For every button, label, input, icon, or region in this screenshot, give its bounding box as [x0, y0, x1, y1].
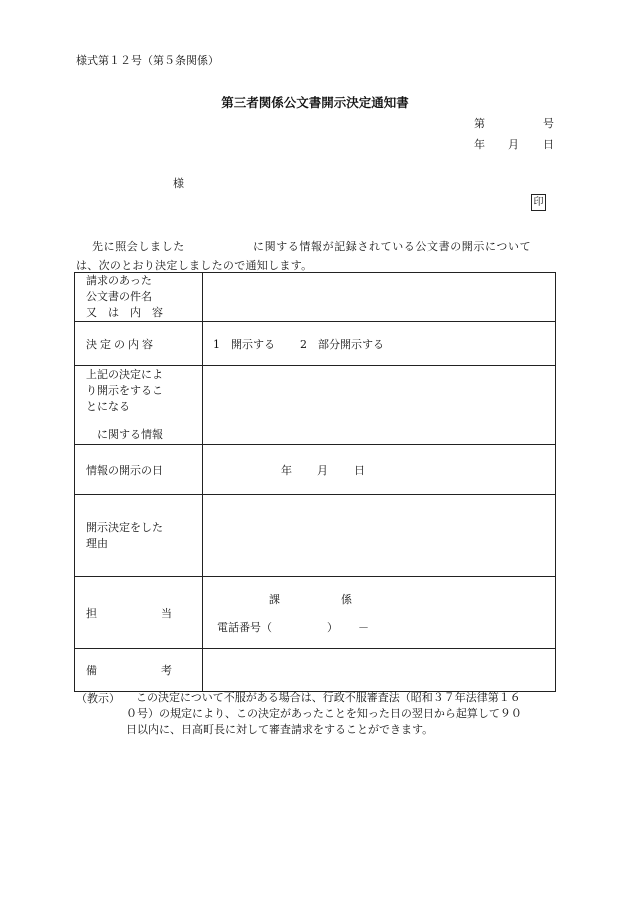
label-decision	[75, 322, 203, 366]
notice-line1: この決定について不服がある場合は、行政不服審査法（昭和３７年法律第１６	[136, 691, 521, 704]
form-number: 様式第１２号（第５条関係）	[76, 54, 219, 67]
label-request-doc-line3: 又 は 内 容	[86, 306, 163, 319]
row-info	[75, 366, 556, 445]
label-decision-text: 決定の内容	[86, 337, 156, 351]
seal-stamp: 印	[531, 194, 546, 211]
notice-body	[126, 690, 556, 738]
label-reason	[75, 495, 203, 577]
document-title: 第三者関係公文書開示決定通知書	[221, 95, 409, 110]
label-remarks-right: 考	[161, 664, 172, 677]
label-request-doc	[75, 273, 203, 322]
field-decision	[203, 322, 556, 366]
field-disclosure-date[interactable]	[203, 445, 556, 495]
row-contact	[75, 577, 556, 649]
disclosure-year-label: 年	[281, 463, 292, 477]
field-request-doc[interactable]	[203, 273, 556, 322]
date-month-label: 月	[508, 138, 519, 151]
phone-close-paren: ）	[327, 620, 338, 634]
notice-line3: 日以内に、日高町長に対して審査請求をすることができます。	[126, 723, 434, 736]
label-disclosure-date-text: 情報の開示の日	[86, 463, 163, 477]
body-text-line1-start: 先に照会しました	[92, 240, 185, 253]
phone-dash: －	[358, 620, 369, 634]
label-contact-left: 担	[86, 606, 97, 620]
field-info[interactable]	[203, 366, 556, 445]
doc-number-suffix: 号	[543, 117, 554, 130]
label-info-line2: り開示をするこ	[86, 384, 163, 397]
notice-line2: ０号）の規定により、この決定があったことを知った日の翌日から起算して９０	[126, 707, 522, 720]
field-contact[interactable]	[203, 577, 556, 649]
row-remarks	[75, 649, 556, 692]
body-text-line2: は、次のとおり決定しましたので通知します。	[76, 259, 313, 272]
label-request-doc-line1: 請求のあった	[86, 274, 152, 287]
label-info-line3: とになる	[86, 400, 130, 413]
date-day-label: 日	[543, 138, 554, 151]
row-reason	[75, 495, 556, 577]
label-reason-line1: 開示決定をした	[86, 521, 163, 534]
row-disclosure-date	[75, 445, 556, 495]
label-request-doc-line2: 公文書の件名	[86, 290, 152, 303]
date-year-label: 年	[474, 138, 485, 151]
row-decision	[75, 322, 556, 366]
label-reason-line2: 理由	[86, 537, 108, 550]
notice-heading: （教示）	[76, 692, 120, 705]
field-reason[interactable]	[203, 495, 556, 577]
phone-label: 電話番号（	[217, 620, 272, 634]
decision-option-disclose[interactable]: 1 開示する	[213, 337, 275, 351]
label-remarks-left: 備	[86, 664, 97, 677]
decision-table	[74, 272, 556, 692]
contact-section-label: 課	[269, 592, 280, 606]
contact-subsection-label: 係	[341, 592, 352, 606]
addressee-honorific: 様	[173, 177, 184, 190]
decision-option-partial[interactable]: 2 部分開示する	[300, 337, 384, 351]
label-info-line1: 上記の決定によ	[86, 368, 163, 381]
label-contact	[75, 577, 203, 649]
field-remarks[interactable]	[203, 649, 556, 692]
disclosure-day-label: 日	[354, 463, 365, 477]
label-info-line4: に関する情報	[97, 428, 163, 441]
doc-number-prefix: 第	[474, 117, 485, 130]
label-info	[75, 366, 203, 445]
label-remarks	[75, 649, 203, 692]
body-text-line1-end: に関する情報が記録されている公文書の開示について	[253, 240, 532, 253]
disclosure-month-label: 月	[317, 463, 328, 477]
label-contact-right: 当	[161, 606, 172, 620]
label-disclosure-date	[75, 445, 203, 495]
row-request-doc	[75, 273, 556, 322]
